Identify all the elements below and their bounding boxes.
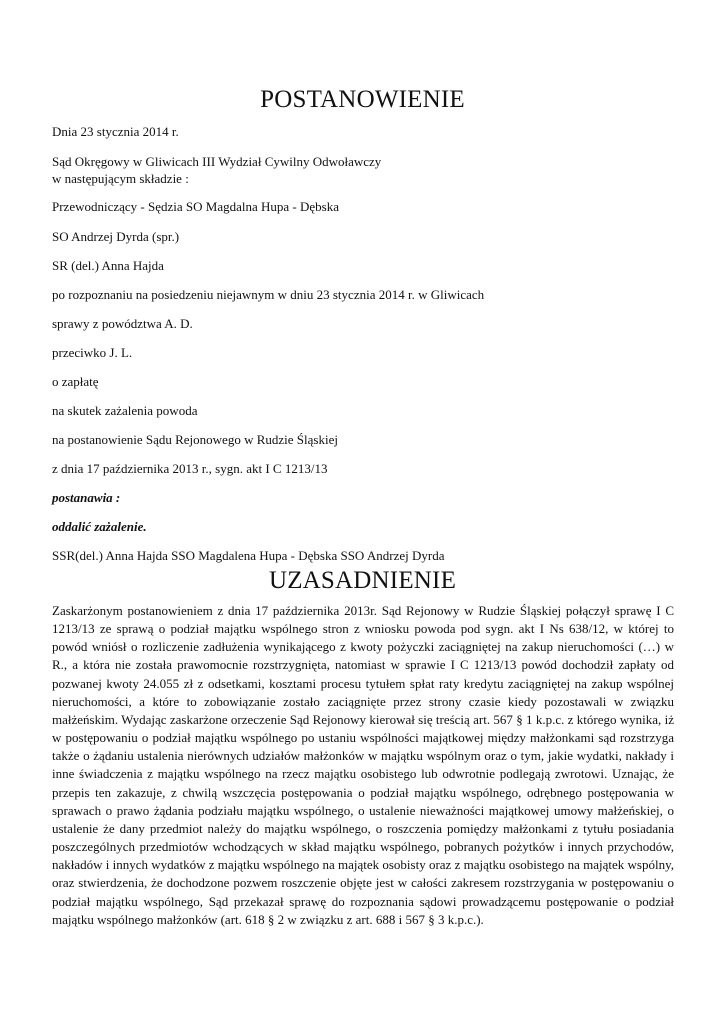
ruling-line: oddalić zażalenie. — [52, 519, 147, 534]
against-line: przeciwko J. L. — [52, 345, 133, 360]
date-line: Dnia 23 stycznia 2014 r. — [52, 124, 179, 139]
judge-2-line: SR (del.) Anna Hajda — [52, 258, 164, 273]
chair-line: Przewodniczący - Sędzia SO Magdalna Hupa - Dębska — [52, 199, 339, 214]
appeal-line: na skutek zażalenia powoda — [52, 403, 198, 418]
decision-date-line: z dnia 17 października 2013 r., sygn. akt I C 1213/13 — [52, 461, 328, 476]
subject-line: o zapłatę — [52, 374, 99, 389]
document-title: POSTANOWIENIE — [260, 86, 465, 113]
judge-1-line: SO Andrzej Dyrda (spr.) — [52, 229, 180, 244]
court-line-1: Sąd Okręgowy w Gliwicach III Wydział Cywilny Odwoławczy — [52, 154, 382, 169]
hearing-line: po rozpoznaniu na posiedzeniu niejawnym w dniu 23 stycznia 2014 r. w Gliwicach — [52, 287, 485, 302]
justification-paragraph: Zaskarżonym postanowieniem z dnia 17 października 2013r. Sąd Rejonowy w Rudzie Śląskiej połączył sprawę I C 1213/13 ze sprawą o podział majątku wspólnego stron z wniosku powoda pod sygn. akt I Ns 638/12, w której to powód wniósł o rozliczenie zadłużenia wynikającego z kwoty pożyczki zaciągniętej na zakup nieruchomości (…) w R., a która nie została prawomocnie rozstrzygnięta, natomiast w sprawie I C 1213/13 powód dochodził zapłaty od pozwanej kwoty 24.055 zł z odsetkami, kosztami procesu tytułem spłat raty kredytu zaciągniętej na zakup wspólnej nieruchomości, a które to zobowiązanie zostało zaciągnięte przez strony czasie kiedy pozostawali w związku małżeńskim. Wydając zaskarżone orzeczenie Sąd Rejonowy kierował się treścią art. 567 § 1 k.p.c. z którego wynika, iż w postępowaniu o podział majątku wspólnego po ustaniu wspólności majątkowej między małżonkami sąd rozstrzyga także o żądaniu ustalenia nierównych udziałów małżonków w majątku wspólnym oraz o tym, jakie wydatki, nakłady i inne świadczenia z majątku wspólnego na rzecz majątku osobistego lub odwrotnie podlegają zwrotowi. Uznając, że przepis ten zakazuje, z chwilą wszczęcia postępowania o podział majątku wspólnego, odrębnego postępowania w sprawach o prawo żądania podziału majątku wspólnego, o ustalenie nieważności majątkowej umowy małżeńskiej, o ustalenie że dany przedmiot należy do majątku wspólnego, o roszczenia pomiędzy małżonkami z tytułu posiadania poszczególnych przedmiotów wchodzących w skład majątku wspólnego, pobranych pożytków i innych przychodów, nakładów i innych wydatków z majątku wspólnego na majątek osobisty oraz z majątku osobistego na majątek wspólny, oraz stwierdzenia, że dochodzone pozwem roszczenie objęte jest w całości zakresem rozstrzygania w postępowaniu o podział majątku wspólnego, Sąd przekazał sprawę do rozpoznania sądowi prowadzącemu postępowanie o podział majątku wspólnego małżonków (art. 618 § 2 w związku z art. 688 i 567 § 3 k.p.c.). — [52, 603, 674, 927]
decision-ref-line: na postanowienie Sądu Rejonowego w Rudzie Śląskiej — [52, 432, 338, 447]
signatures-line: SSR(del.) Anna Hajda SSO Magdalena Hupa - Dębska SSO Andrzej Dyrda — [52, 548, 445, 563]
case-from-line: sprawy z powództwa A. D. — [52, 316, 193, 331]
rules-line: postanawia : — [52, 490, 121, 505]
court-line-2: w następującym składzie : — [52, 171, 189, 186]
justification-title: UZASADNIENIE — [268, 567, 457, 594]
